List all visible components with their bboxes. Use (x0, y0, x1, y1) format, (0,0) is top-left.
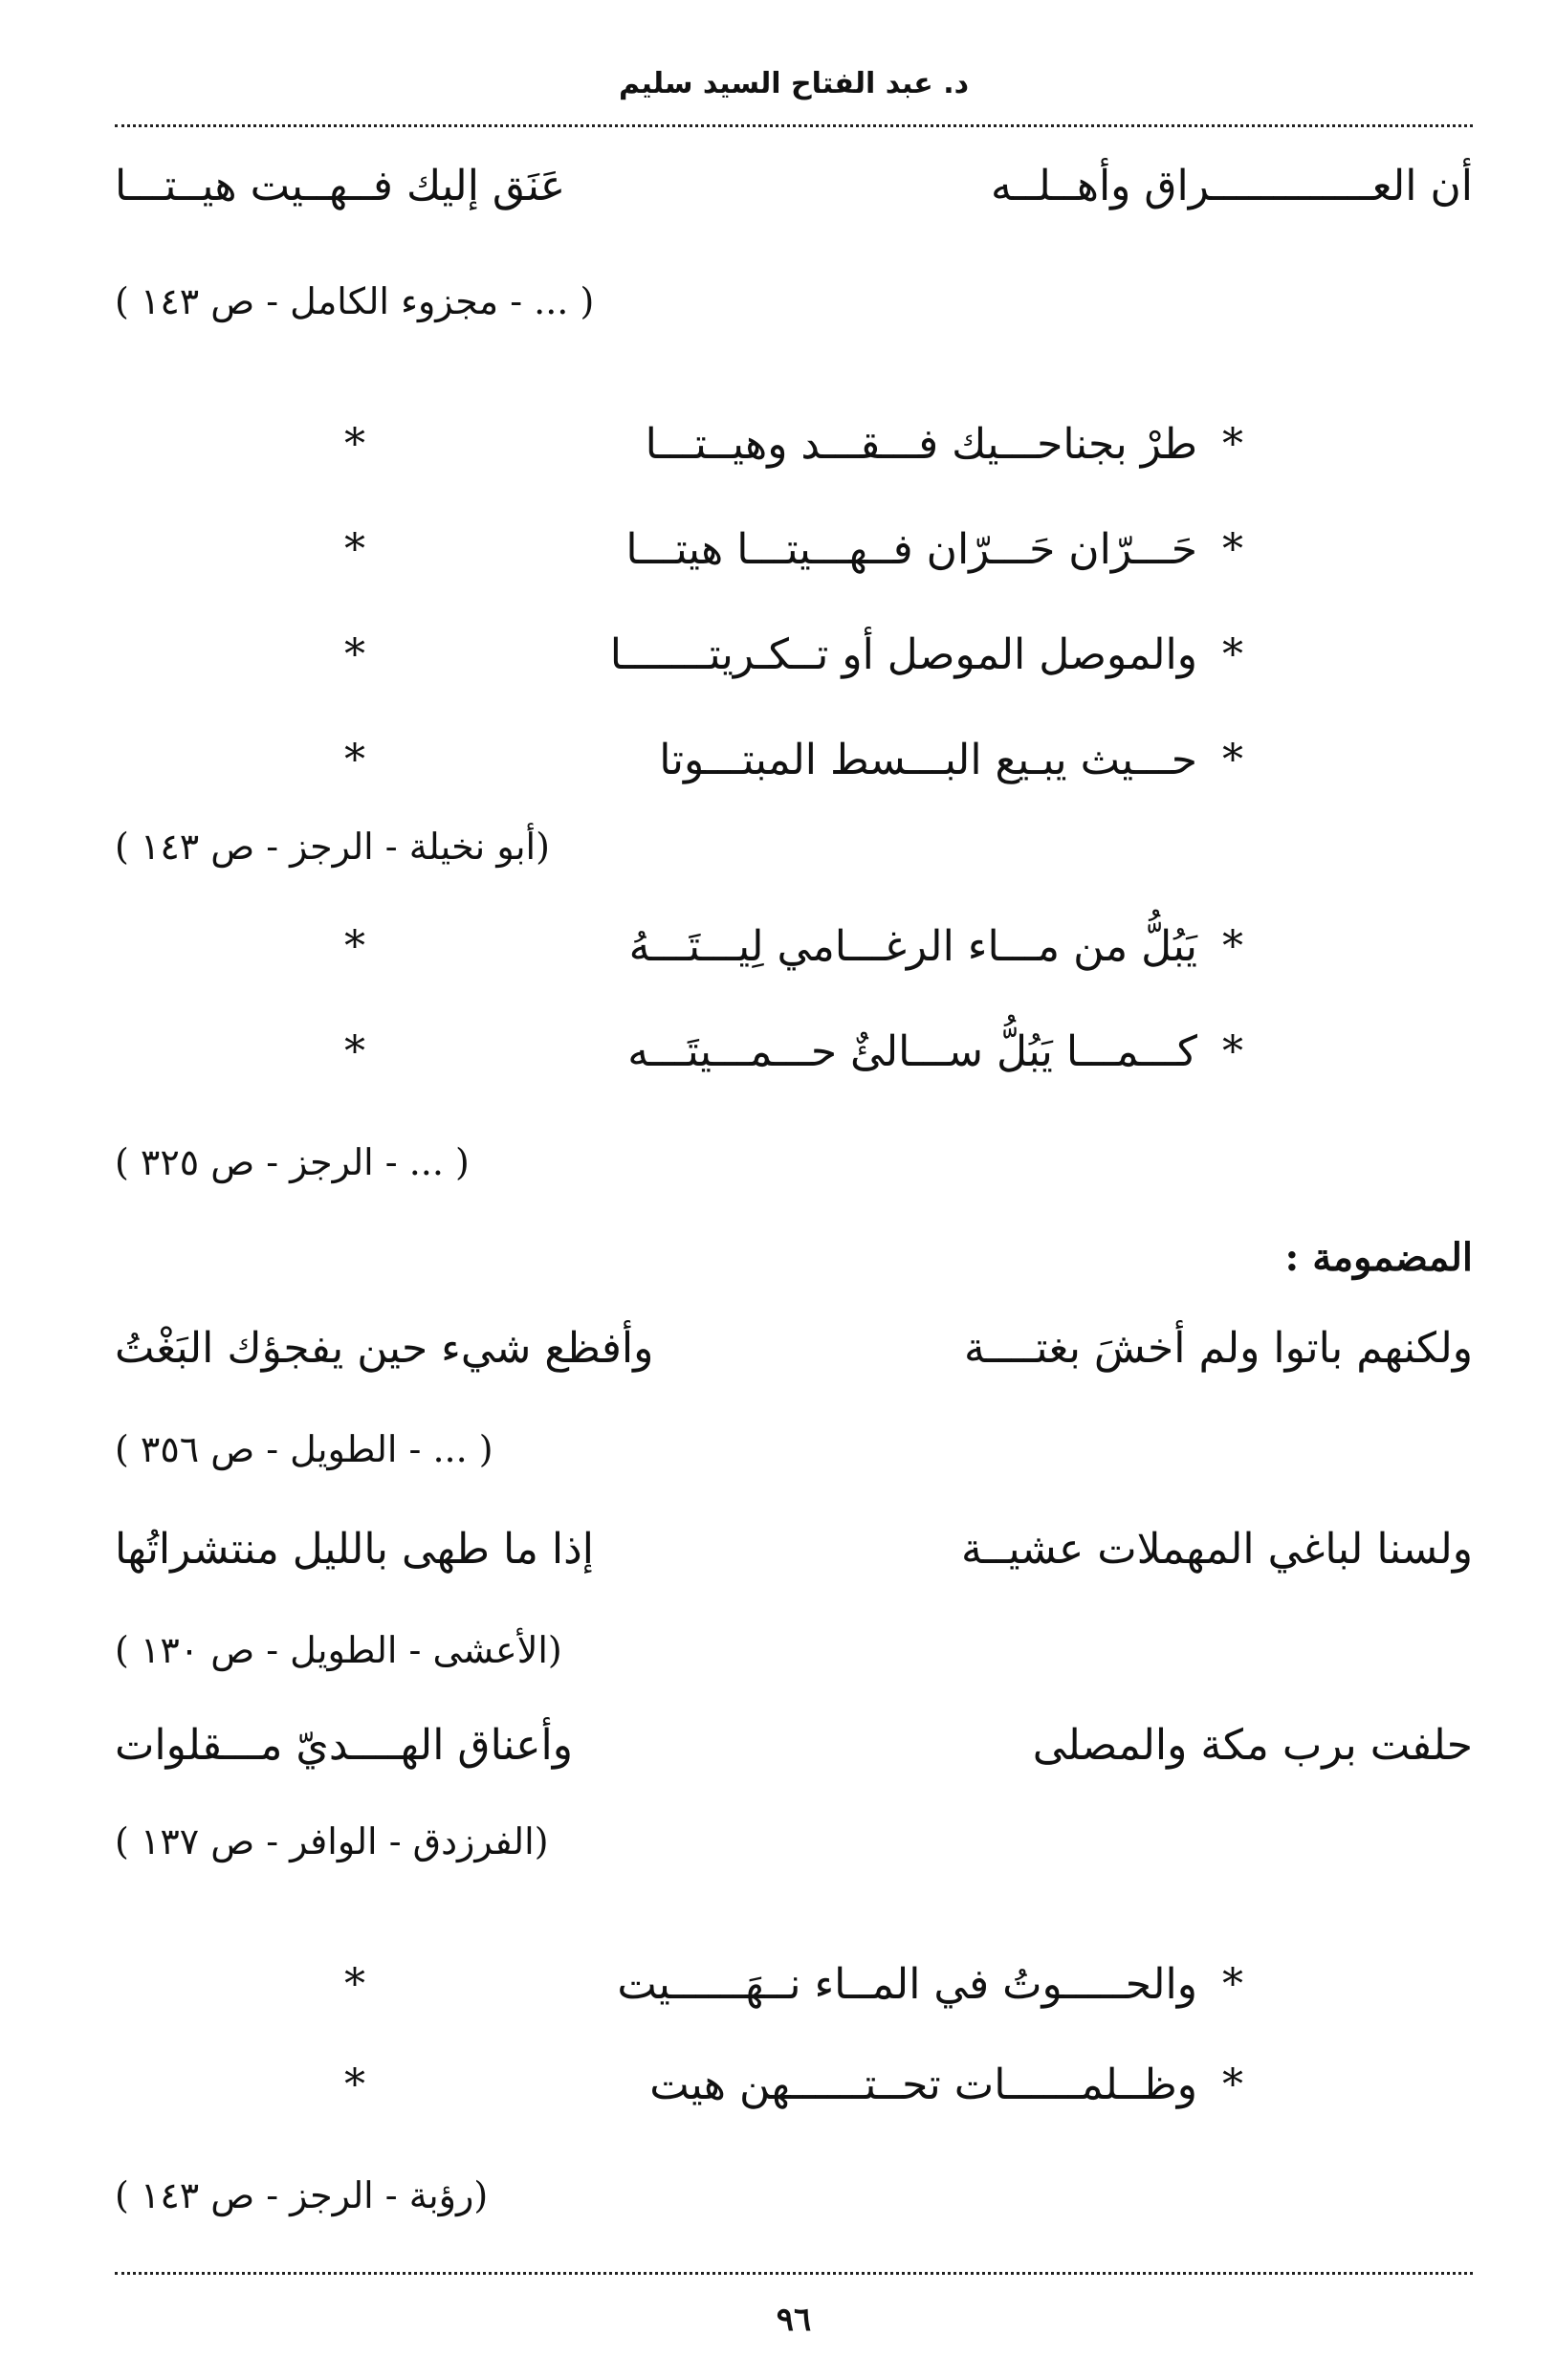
verse-line-3 (344, 622, 1243, 689)
citation-5: (الأعشى - الطويل - ص ١٣٠ ) (115, 1629, 562, 1671)
asterisk-icon: * (344, 420, 365, 469)
asterisk-icon: * (1222, 420, 1243, 469)
second-hemistich: عَنَق إليك فــهــيت هيــتـــا (115, 162, 566, 210)
verse-text: حـــيث يبـيع البـــسط المبتـــوتا (659, 736, 1197, 784)
citation-1: ( ... - مجزوء الكامل - ص ١٤٣ ) (115, 280, 595, 322)
citation-3: ( ... - الرجز - ص ٣٢٥ ) (115, 1141, 470, 1183)
couplet-4 (115, 1712, 1473, 1779)
citation-4: ( ... - الطويل - ص ٣٥٦ ) (115, 1428, 493, 1470)
asterisk-icon: * (1222, 630, 1243, 679)
first-hemistich: ولكنهم باتوا ولم أخشَ بغتــــة (964, 1324, 1473, 1373)
asterisk-icon: * (1222, 2060, 1243, 2109)
asterisk-icon: * (1222, 1027, 1243, 1076)
verse-text: وظــلمــــــات تحــتــــــهن هيت (649, 2060, 1197, 2109)
citation-2: (أبو نخيلة - الرجز - ص ١٤٣ ) (115, 826, 550, 868)
verse-text: كـــمـــا يَبُلُّ ســـالئٌ حـــمـــيتَـــه (627, 1027, 1197, 1076)
verse-text: والحـــــوتُ في المــاء نــهَــــــيت (617, 1960, 1197, 2009)
verse-line-7 (344, 1951, 1243, 2018)
book-page (115, 0, 1473, 2380)
second-hemistich: إذا ما طهى بالليل منتشراتُها (115, 1525, 594, 1574)
running-header: د. عبد الفتاح السيد سليم (618, 67, 970, 100)
asterisk-icon: * (344, 1027, 365, 1076)
verse-line-5 (344, 914, 1243, 981)
first-hemistich: أن العـــــــــــــراق وأهــلــه (991, 162, 1473, 210)
verse-line-4 (344, 727, 1243, 794)
second-hemistich: وأفظع شيء حين يفجؤك البَغْتُ (115, 1324, 654, 1373)
asterisk-icon: * (344, 2060, 365, 2109)
verse-text: يَبُلُّ من مـــاء الرغـــامي لِيـــتَـــهُ (628, 922, 1197, 971)
footer-divider (115, 2272, 1473, 2275)
second-hemistich: وأعناق الهــــديّ مـــقلوات (115, 1721, 573, 1770)
asterisk-icon: * (344, 922, 365, 971)
asterisk-icon: * (1222, 525, 1243, 574)
asterisk-icon: * (1222, 922, 1243, 971)
verse-line-6 (344, 1019, 1243, 1086)
page-number: ٩٦ (776, 2301, 812, 2339)
verse-text: والموصل الموصل أو تــكـريتـــــــا (609, 630, 1197, 679)
header-divider (115, 124, 1473, 127)
first-hemistich: ولسنا لباغي المهملات عشيــة (961, 1525, 1473, 1574)
first-hemistich: حلفت برب مكة والمصلى (1032, 1721, 1473, 1770)
verse-line-1 (344, 411, 1243, 478)
verse-line-8 (344, 2052, 1243, 2119)
citation-6: (الفرزدق - الوافر - ص ١٣٧ ) (115, 1820, 549, 1862)
asterisk-icon: * (344, 630, 365, 679)
asterisk-icon: * (344, 736, 365, 784)
verse-text: حَـــرّان حَـــرّان فــهـــيتـــا هيتـــا (625, 525, 1197, 574)
section-title: المضمومة : (1284, 1235, 1473, 1280)
couplet-3 (115, 1516, 1473, 1583)
couplet-2 (115, 1315, 1473, 1382)
verse-text: طرْ بجناحـــيك فـــقـــد وهيــتـــا (645, 420, 1197, 469)
citation-7: (رؤبة - الرجز - ص ١٤٣ ) (115, 2174, 489, 2216)
asterisk-icon: * (1222, 736, 1243, 784)
asterisk-icon: * (344, 1960, 365, 2009)
asterisk-icon: * (344, 525, 365, 574)
couplet-1 (115, 153, 1473, 220)
verse-line-2 (344, 517, 1243, 584)
asterisk-icon: * (1222, 1960, 1243, 2009)
